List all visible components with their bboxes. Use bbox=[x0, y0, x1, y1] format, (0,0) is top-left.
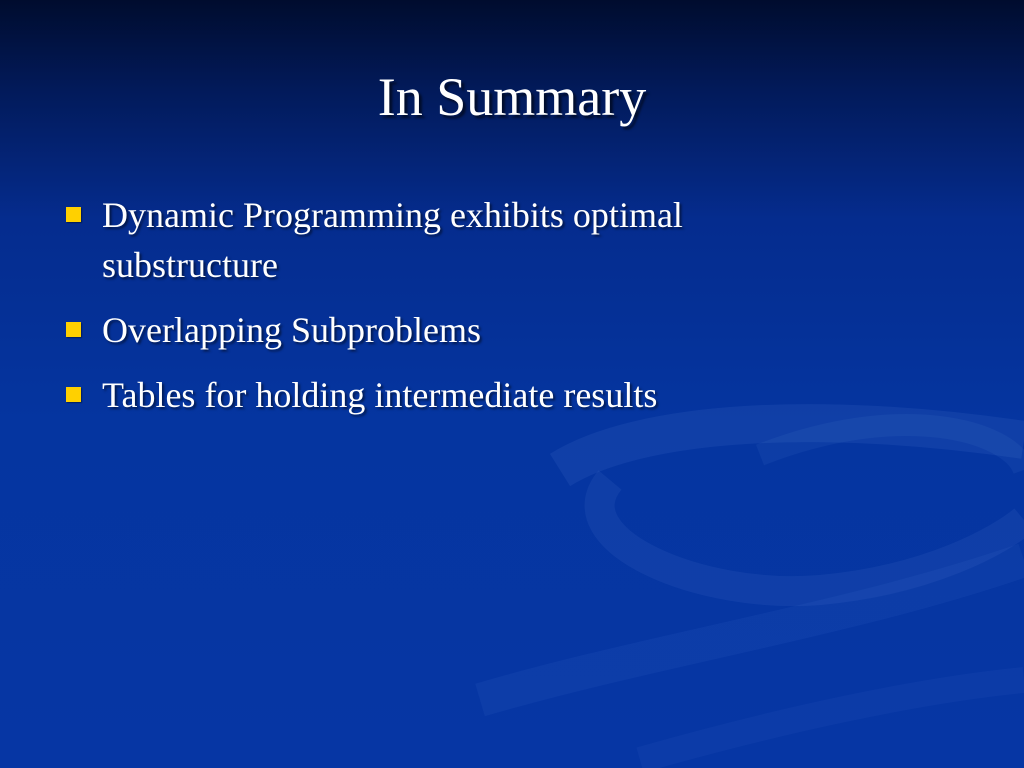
square-bullet-icon bbox=[66, 207, 81, 222]
bullet-item bbox=[60, 190, 860, 290]
square-bullet-icon bbox=[66, 387, 81, 402]
slide-title: In Summary bbox=[377, 67, 647, 127]
bullet-list bbox=[60, 190, 860, 435]
square-bullet-icon bbox=[66, 322, 81, 337]
bullet-text: Dynamic Programming exhibits optimal substructure bbox=[102, 195, 683, 285]
bullet-text: Tables for holding intermediate results bbox=[102, 375, 658, 415]
swirl-band-4 bbox=[480, 560, 1024, 700]
bullet-text: Overlapping Subproblems bbox=[102, 310, 481, 350]
swirl-band-5 bbox=[640, 680, 1024, 760]
swirl-band-2 bbox=[600, 480, 1024, 591]
bullet-item bbox=[60, 305, 860, 355]
bullet-item bbox=[60, 370, 860, 420]
